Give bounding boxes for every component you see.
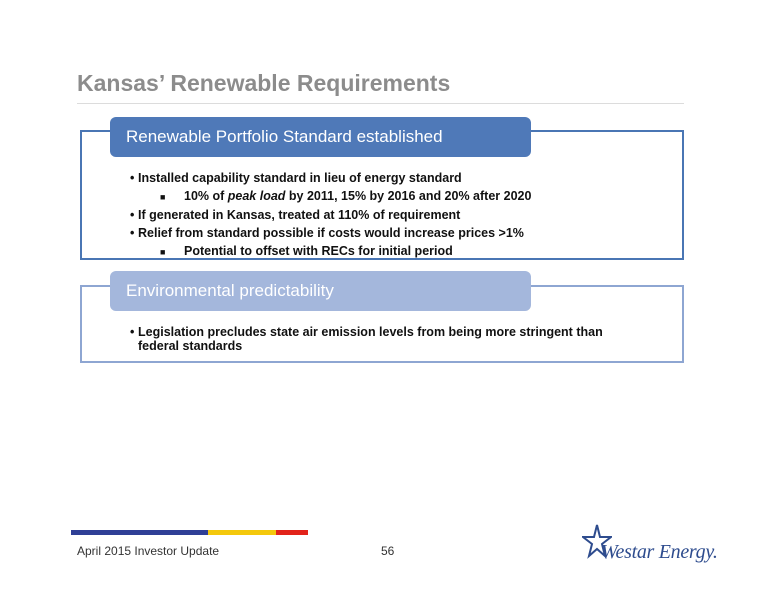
sub-list-item: ■ Potential to offset with RECs for initial period [160,244,453,258]
page-number: 56 [381,544,395,558]
list-item: • If generated in Kansas, treated at 110% of requirement [130,208,461,222]
company-logo-text: Westar Energy. [601,541,718,563]
footer-title: April 2015 Investor Update [77,544,220,558]
rps-header [110,117,531,157]
rps-header-label: Renewable Portfolio Standard established [126,127,443,146]
list-item: • Installed capability standard in lieu of energy standard [130,171,462,185]
sub-list-item: ■ 10% of peak load by 2011, 15% by 2016 and 20% after 2020 [160,189,532,203]
title-divider [77,103,684,104]
env-content [130,325,603,353]
rps-content [130,171,531,263]
list-item: • Legislation precludes state air emission levels from being more stringent than [130,325,603,339]
env-header [110,271,531,311]
list-item-continuation: federal standards [138,339,243,353]
footer-bar-red [276,530,308,535]
env-header-label: Environmental predictability [126,281,334,300]
list-item: • Relief from standard possible if costs would increase prices >1% [130,226,524,240]
footer-bar-blue [71,530,208,535]
footer-bar-yellow [208,530,276,535]
page-title: Kansas’ Renewable Requirements [77,70,451,96]
